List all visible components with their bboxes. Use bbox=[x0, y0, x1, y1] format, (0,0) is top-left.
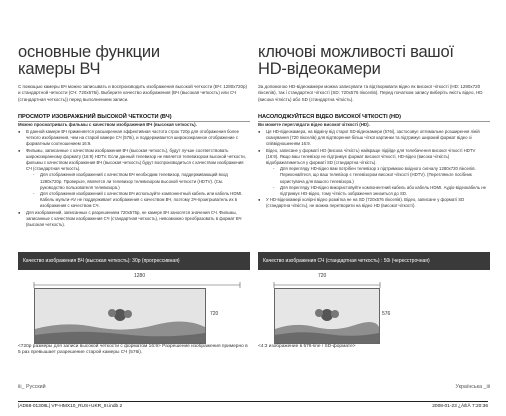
right-bullet-list bbox=[258, 129, 486, 210]
left-sub-item-1: - Для отображения изображений с качеством ВЧ необходим телевизор, поддерживающий вход 1280x720р. Проверьте, является ли телевизор телевизором высокой четкости (HDTV). (См. руководство пользователя телевизора.) bbox=[26, 172, 246, 191]
right-sub-item-1: - Для перегляду HD-відео вам потрібен телевізор з підтримкою вхідного сигналу 1280x720 пікселів. Переконайтеся, що ваш телевізор є телевізором високої чіткості (HDTV). (Перегляньте посібник користувача для вашого телевізора.) bbox=[266, 166, 486, 185]
left-sub-list bbox=[26, 172, 246, 209]
right-quality-bar: Качество изображения СЧ (стандартная четкость) : 50i (чересстрочная) bbox=[258, 252, 490, 270]
bullet-text: В данной камере ВЧ применяется расширенная эффективная частота строк 720р для отображения более четкого изображения, чем на старой камере СЧ (576i), и поддерживается широкоэкранное отображение с форматным соотношением 16:9. bbox=[26, 129, 240, 147]
right-bullet-3 bbox=[258, 197, 486, 209]
bullet-text: Ця HD-відеокамера, на відміну від старої SD-відеокамери (576i), застосовує оптимальне розширення ліній сканування (720 пікселів) для відтворення більш чіткої картинки та підтримує широкий формат відео зі співвідношенням 16:9. bbox=[266, 129, 480, 147]
print-date-info: 2008-01-23 ¿ÀÈÄ 7:20:36 bbox=[432, 404, 488, 409]
right-height-label: 576 bbox=[382, 311, 391, 317]
bullet-text: У HD-відеокамері колірні відео розмітка не на SD (720x576 пікселів). Відео, записане у форматі SD (стандартна чіткість), не можна перетворити на відео HD (високої чіткості). bbox=[266, 197, 465, 209]
left-intro: С помощью камеры ВЧ можно записывать и воспроизводить изображения высокой четкости (ВЧ: 1280x720р) и стандартной четкости (СЧ: 720x576i). Выберите качество изображения (ВЧ (высокая четкость) или СЧ (стандартная четкость)) перед выполнением записи. bbox=[18, 84, 247, 102]
right-sub-item-2: - Для перегляду HD-відео використовуйте компонентний кабель або кабель HDMI. Аудіо-відеокабель не підтримує HD-відео, тому чіткість зображення знизиться до SD. bbox=[266, 185, 486, 197]
print-file-info: |AD68-01308L| VP-HMX10_RUS+UKR_III.indb 2 bbox=[18, 404, 123, 409]
left-bullet-3 bbox=[18, 210, 246, 229]
bullet-text: Фильмы, записанные с качеством изображения ВЧ (высокая четкость), будут лучше соответствовать широкоэкранному формату (16:9) HDTV. Если данный телевизор не является телевизором высокой четкости, фильмы с качеством изображения ВЧ (высокая четкость) будут воспроизводиться с качеством изображения СЧ (стандартная четкость). bbox=[26, 147, 246, 172]
left-bullet-list bbox=[18, 129, 246, 228]
right-caption: <4:3 изображение в 576-line / SD-формате> bbox=[258, 344, 356, 349]
left-sub-item-2: - Для отображения изображений с качеством ВЧ используйте компонентный кабель или кабель HDMI. Кабель мульти-AV не поддерживает изображения с качеством ВЧ, поэтому ЗЧ-проигрыватель их в изображения с качеством СЧ. bbox=[26, 191, 246, 210]
right-bullet-2 bbox=[258, 148, 486, 198]
left-title bbox=[18, 44, 160, 78]
right-subheading: Ви можете переглядати відео високої чіткості (HD). bbox=[258, 122, 370, 127]
left-bullet-1 bbox=[18, 129, 246, 148]
right-footer-page-label: Українська _iii bbox=[455, 384, 490, 390]
left-width-label: 1280 bbox=[134, 273, 146, 279]
left-hd-sample-image bbox=[34, 288, 206, 344]
right-bullet-1 bbox=[258, 129, 486, 148]
left-caption: <720р размеры для записи высокой четкости с форматом 16:9> Разрешение изображения примерно в 5 раз превышает разрешение старой камеры СЧ (576i). bbox=[18, 344, 248, 356]
landscape-image-icon bbox=[275, 289, 379, 343]
left-quality-bar: Качество изображения ВЧ (высокая четкость): 30р (прогрессивная) bbox=[18, 252, 250, 270]
right-sd-sample-image bbox=[274, 288, 380, 344]
right-title bbox=[258, 44, 454, 78]
left-section-heading: ПРОСМОТР ИЗОБРАЖЕНИЙ ВЫСОКОЙ ЧЕТКОСТИ (ВЧ) bbox=[18, 114, 250, 122]
right-title-line1: ключові можливості вашої bbox=[258, 43, 454, 61]
right-width-label: 720 bbox=[318, 273, 327, 279]
bullet-text: Відео, записане у форматі HD (висока чіткість) найкраще підійде для телебачення високої чіткості HDTV (16:9). Якщо ваш телевізор не підтримує формат високої чіткості, HD-відео (висока чіткість) відображатиметься у форматі SD (стандартна чіткість). bbox=[266, 147, 476, 166]
left-height-label: 720 bbox=[210, 311, 219, 317]
left-footer-page-label: iii_ Русский bbox=[18, 384, 46, 390]
right-section-heading: НАСОЛОДЖУЙТЕСЯ ВІДЕО ВИСОКОЇ ЧІТКОСТІ (HD) bbox=[258, 114, 490, 122]
print-divider bbox=[18, 401, 488, 402]
left-subheading: Можно просматривать фильмы с качеством изображения ВЧ (высокая четкость). bbox=[18, 122, 197, 127]
left-title-line2: камеры ВЧ bbox=[18, 60, 101, 78]
right-sub-list bbox=[266, 166, 486, 197]
landscape-image-icon bbox=[35, 289, 205, 343]
left-title-line1: основные функции bbox=[18, 43, 160, 61]
left-bullet-2 bbox=[18, 148, 246, 210]
bullet-text: Для изображений, записанных с разрешением 720x576р, не камере ВЧ заносятся значения СЧ. Фильмы, записанные с качеством изображения СЧ (стандартная четкость), невозможно преобразовать в формат ВЧ (высокая четкость). bbox=[26, 209, 242, 228]
right-intro: За допомогою HD-відеокамери можна записувати та відтворювати відео як високої чіткості (HD: 1280x720 пікселів), так і стандартної чіткості (SD: 720x576 пікселів). Перед початком запису виберіть якість відео, HD (висока чіткість) або SD (стандартна чіткість). bbox=[258, 84, 483, 102]
right-title-line2: HD-відеокамери bbox=[258, 60, 381, 78]
